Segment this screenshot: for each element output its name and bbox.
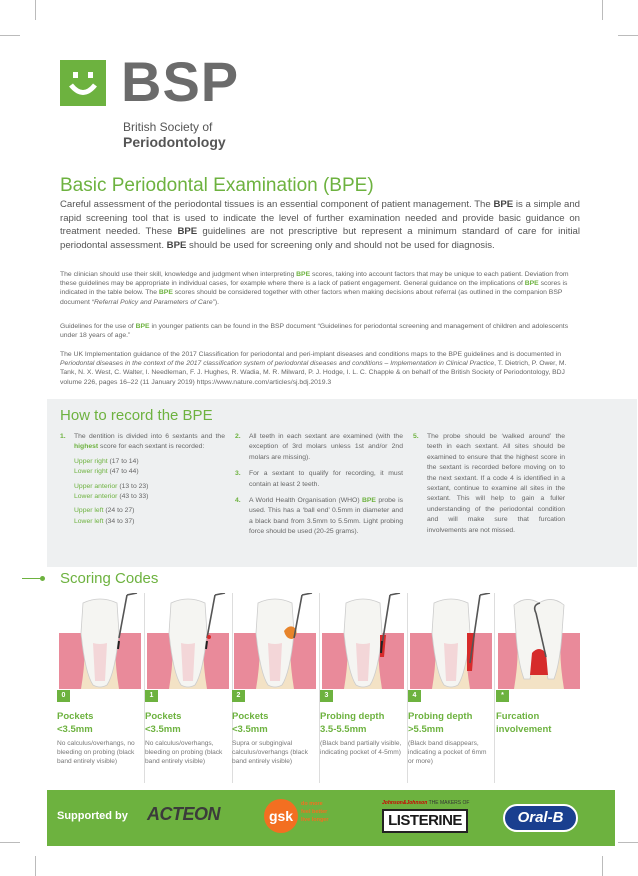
crop-mark [618, 842, 638, 843]
code-description: (Black band partially visible, indicating pocket of 4-5mm) [320, 740, 402, 756]
code-badge: 2 [232, 690, 245, 702]
code-4 [408, 593, 495, 783]
supported-by-label: Supported by [57, 810, 128, 822]
code-badge: 1 [145, 690, 158, 702]
lead-paragraph: Careful assessment of the periodontal tissues is an essential component of patient management. The BPE is a simple and rapid screening tool that is used to indicate the level of further examination needed and provide basic guidance on treatment needed. These BPE guidelines are not prescriptive but represent a minimum standard of care for initial periodontal assessment. BPE should be used for screening only and should not be used for diagnosis. [60, 199, 581, 251]
code-1 [145, 593, 232, 783]
tooth-diagram-icon [408, 593, 494, 689]
code-heading: Probing depth >5.5mm [408, 711, 473, 735]
code-heading: Probing depth 3.5-5.5mm [320, 711, 385, 735]
code-badge: 4 [408, 690, 421, 702]
code-2 [232, 593, 319, 783]
supporters-bar [47, 790, 615, 846]
gsk-tagline: do more feel better live longer [301, 801, 329, 823]
page-title: Basic Periodontal Examination (BPE) [60, 175, 374, 196]
steps-2-4: 2. All teeth in each sextant are examined (with the exception of 3rd molars unless 1st and/or 2nd molars are missing). 3. For a sextant to qualify for recording, it must contain at least 2 teeth. 4. A World Health Organisation (WHO) BPE probe is used. This has a ‘ball end’ 0.5mm in diameter and a black band from 3.5mm to 5.5mm. Light probing force should be used (20-25 grams). [235, 433, 403, 536]
crop-mark [35, 0, 36, 20]
code-heading: Pockets <3.5mm [232, 711, 269, 735]
oralb-logo: Oral-B [503, 804, 578, 832]
tooth-diagram-icon [320, 593, 406, 689]
tooth-diagram-icon [232, 593, 318, 689]
crop-mark [602, 0, 603, 20]
gsk-logo: gsk [264, 799, 298, 833]
jj-header: Johnson&Johnson THE MAKERS OF [382, 800, 470, 806]
code-badge: 0 [57, 690, 70, 702]
code-description: Supra or subgingival calculus/overhangs (black band entirely visible) [232, 740, 308, 765]
body-paragraph-1: The clinician should use their skill, knowledge and judgment when interpreting BPE scores, taking into account factors that may be unique to each patient. Deviation from these guidelines may be appropriate in individual cases, for example where there is a lack of patient engagement. General guidance on the implications of BPE scores is indicated in the table below. The BPE scores should be considered together with other factors when making decisions about referral (as outlined in the companion BSP document “Referral Policy and Parameters of Care”). [60, 271, 569, 306]
crop-mark [618, 35, 638, 36]
step-5: 5. The probe should be ‘walked around’ the teeth in each sextant. All sites should be examined to ensure that the highest score in the sextant is recorded before moving on to the next sextant. If a code 4 is identified in a sextant, continue to examine all sites in the sextant. This will help to gain a fuller understanding of the periodontal condition and will make sure that furcation involvements are not missed. [413, 433, 565, 534]
tooth-diagram-icon [57, 593, 143, 689]
body-paragraph-2: Guidelines for the use of BPE in younger patients can be found in the BSP document “Guidelines for periodontal screening and management of children and adolescents under 18 years of age.” [60, 323, 569, 340]
crop-mark [0, 842, 20, 843]
code-furcation [496, 593, 583, 783]
section-title: Scoring Codes [60, 570, 159, 587]
code-3 [320, 593, 407, 783]
crop-mark [0, 35, 20, 36]
code-badge: 3 [320, 690, 333, 702]
body-paragraph-3: The UK Implementation guidance of the 2017 Classification for periodontal and peri-implant diseases and conditions maps to the BPE guidelines and is documented in Periodontal diseases in the context of the 2017 classification system of periodontal diseases and conditions – Implementation in Clinical Practice, T. Dietrich, P. Ower, M. Tank, N. X. West, C. Walter, I. Needleman, F. J. Hughes, R. Wadia, M. R. Milward, P. J. Hodge, I. L. C. Chapple & on behalf of the British Society of Periodontology, BDJ volume 226, pages 16–22 (11 January 2019) https://www.nature.com/articles/sj.bdj.2019.3 [60, 351, 567, 386]
tooth-diagram-icon [145, 593, 231, 689]
step-1: 1. The dentition is divided into 6 sextants and the highest score for each sextant is recorded: Upper right (17 to 14) Lower right (47 to 44) Upper anterior (13 to 23) Lower anterior (43 to 33) Upper left (24 to 27) Lower left (34 to 37) [60, 433, 225, 525]
logo-subtitle: British Society of [123, 120, 213, 134]
acteon-logo: ACTEON [147, 804, 220, 824]
crop-mark [35, 856, 36, 876]
listerine-logo: LISTERINE [382, 809, 468, 833]
section-title: How to record the BPE [60, 407, 213, 424]
code-heading: Pockets <3.5mm [145, 711, 182, 735]
code-heading: Furcation involvement [496, 711, 552, 735]
decorative-dot [40, 576, 45, 581]
code-badge: * [496, 690, 509, 702]
code-description: No calculus/overhangs, no bleeding on probing (black band entirely visible) [57, 740, 135, 765]
decorative-line [22, 578, 42, 579]
crop-mark [602, 856, 603, 876]
code-description: (Black band disappears, indicating a pocket of 6mm or more) [408, 740, 487, 765]
code-description: No calculus/overhangs, bleeding on probing (black band entirely visible) [145, 740, 223, 765]
how-to-record-panel [47, 399, 637, 567]
bsp-logo-icon [60, 60, 106, 106]
code-0 [57, 593, 144, 783]
code-heading: Pockets <3.5mm [57, 711, 94, 735]
logo-subtitle-bold: Periodontology [123, 134, 226, 150]
logo-wordmark: BSP [121, 50, 240, 113]
molar-diagram-icon [496, 593, 582, 689]
